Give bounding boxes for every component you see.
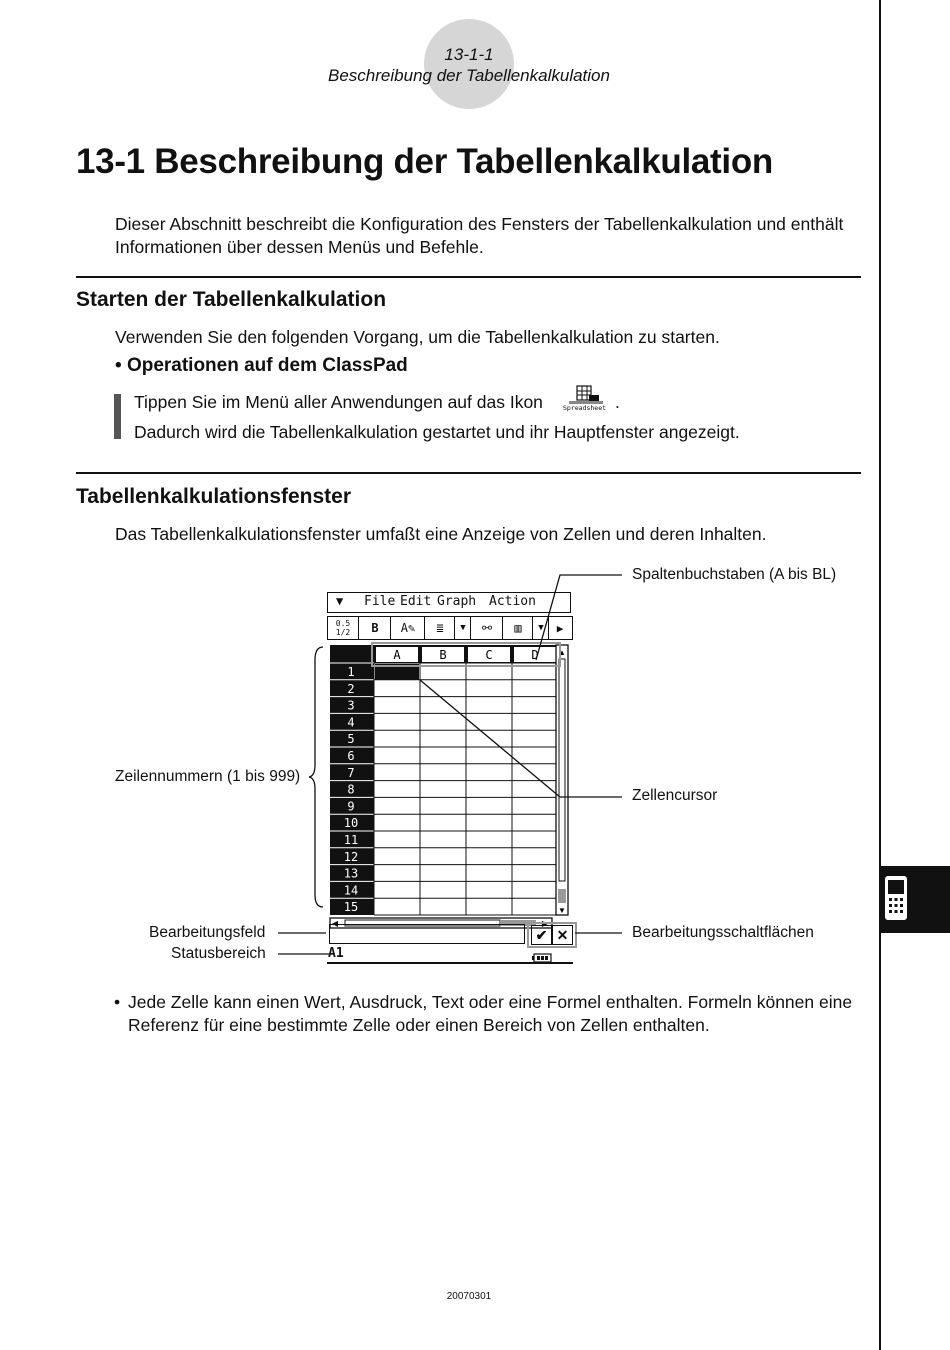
- scroll-down-icon[interactable]: ▼: [558, 906, 566, 915]
- row-number-8[interactable]: 8: [347, 782, 355, 797]
- row-number-6[interactable]: 6: [347, 749, 355, 763]
- chapter-title: 13-1 Beschreibung der Tabellenkalkulation: [76, 142, 773, 181]
- column-header-a: A: [393, 648, 401, 662]
- menu-item-edit[interactable]: Edit: [400, 594, 432, 609]
- section-heading-window: Tabellenkalkulationsfenster: [76, 485, 352, 508]
- icon-caption: Spreadsheet: [563, 404, 607, 412]
- window-paragraph: Das Tabellenkalkulationsfenster umfaßt eine Anzeige von Zellen und deren Inhalten.: [115, 524, 767, 544]
- chapter-tab: [880, 866, 950, 933]
- row-number-15[interactable]: 15: [343, 900, 359, 915]
- row-number-7[interactable]: 7: [347, 765, 355, 780]
- label-cell-cursor: Zellencursor: [632, 787, 718, 804]
- section-heading-start: Starten der Tabellenkalkulation: [76, 288, 387, 311]
- view-glasses-icon[interactable]: ⚯: [472, 617, 503, 639]
- column-header-c: C: [485, 648, 493, 662]
- status-cell-ref: A1: [328, 946, 344, 961]
- row-number-10[interactable]: 10: [343, 816, 359, 831]
- operations-heading: • Operationen auf dem ClassPad: [115, 355, 408, 376]
- row-number-2[interactable]: 2: [347, 681, 355, 696]
- scroll-right-small-icon[interactable]: ▶: [541, 919, 549, 928]
- align-dropdown-icon[interactable]: ▼: [456, 617, 471, 639]
- row-number-3[interactable]: 3: [347, 698, 355, 713]
- start-paragraph: Verwenden Sie den folgenden Vorgang, um die Tabellenkalkulation zu starten.: [115, 327, 720, 347]
- row-number-14[interactable]: 14: [343, 883, 359, 898]
- page-number: 13-1-1: [444, 45, 494, 64]
- step-2: Dadurch wird die Tabellenkalkulation gestartet und ihr Hauptfenster angezeigt.: [134, 422, 740, 442]
- row-number-1[interactable]: 1: [347, 665, 355, 679]
- calculator-icon: [880, 866, 950, 933]
- graph-dropdown-icon[interactable]: ▼: [534, 617, 549, 639]
- menu-item-graph[interactable]: Graph: [437, 594, 477, 609]
- label-edit-buttons: Bearbeitungsschaltflächen: [632, 924, 814, 941]
- step-1: Tippen Sie im Menü aller Anwendungen auf das Ikon: [134, 392, 543, 412]
- text-style-icon[interactable]: A✎: [392, 617, 425, 639]
- bar-graph-icon[interactable]: ▥: [504, 617, 533, 639]
- bold-button[interactable]: B: [360, 617, 391, 639]
- menu-dropdown-icon[interactable]: ▼: [336, 594, 344, 608]
- bullet: •: [115, 355, 127, 376]
- footer-code: 20070301: [446, 1291, 492, 1302]
- scroll-right-icon[interactable]: ▶: [556, 621, 564, 635]
- row-number-11[interactable]: 11: [343, 833, 359, 847]
- row-number-13[interactable]: 13: [343, 866, 359, 881]
- cancel-x-icon[interactable]: ✕: [552, 925, 573, 945]
- menu-item-file[interactable]: File: [364, 594, 396, 609]
- align-icon[interactable]: ≣: [426, 617, 455, 639]
- scroll-up-icon[interactable]: ▲: [558, 648, 566, 657]
- label-row-numbers: Zeilennummern (1 bis 999): [115, 768, 301, 785]
- row-number-9[interactable]: 9: [347, 799, 355, 814]
- label-column-letters: Spaltenbuchstaben (A bis BL): [632, 566, 837, 583]
- cell-contents-note: Jede Zelle kann einen Wert, Ausdruck, Text oder eine Formel enthalten. Formeln können eine Referenz für eine bestimmte Zelle oder einen Bereich von Zellen enthalten.: [128, 992, 853, 1035]
- column-header-b: B: [439, 648, 447, 662]
- bullet: •: [114, 992, 121, 1012]
- menu-item-action[interactable]: Action: [489, 594, 536, 609]
- column-header-d: D: [531, 648, 539, 662]
- row-number-12[interactable]: 12: [343, 849, 359, 864]
- intro-paragraph: Dieser Abschnitt beschreibt die Konfiguration des Fensters der Tabellenkalkulation und enthält Informationen über dessen Menüs und Befehle.: [115, 214, 844, 257]
- scroll-left-icon[interactable]: ◀: [331, 919, 339, 928]
- running-title: Beschreibung der Tabellenkalkulation: [328, 66, 610, 85]
- row-number-4[interactable]: 4: [347, 715, 355, 730]
- row-number-5[interactable]: 5: [347, 732, 355, 747]
- confirm-check-icon[interactable]: ✔: [531, 925, 552, 945]
- label-status-area: Statusbereich: [171, 945, 266, 962]
- step-1-period: .: [615, 392, 620, 412]
- fraction-toggle-button[interactable]: 0.5 1/2: [328, 617, 359, 639]
- label-edit-field: Bearbeitungsfeld: [149, 924, 266, 941]
